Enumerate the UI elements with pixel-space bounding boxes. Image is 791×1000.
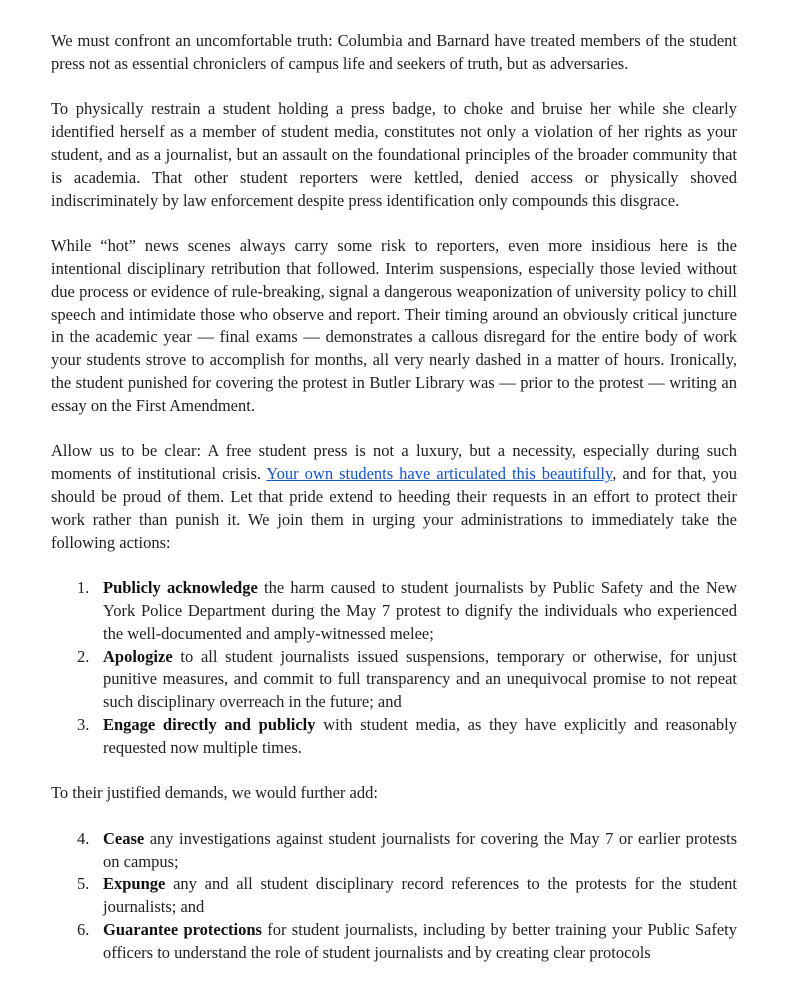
list-item-bold: Engage directly and publicly bbox=[103, 714, 316, 734]
list-item-text: with student media, as they have explicitly and reasonably requested now multiple times. bbox=[103, 714, 737, 757]
demands-list-2 bbox=[51, 828, 737, 965]
list-item-text: the harm caused to student journalists by Public Safety and the New York Police Department during the May 7 protest to dignify the individuals who experienced the well-documented and amply-witnessed melee; bbox=[103, 578, 737, 643]
paragraph-3: While “hot” news scenes always carry some risk to reporters, even more insidious here is the intentional disciplinary retribution that followed. Interim suspensions, especially those levied without due process or evidence of rule-breaking, signal a dangerous weaponization of university policy to chill speech and intimidate those who observe and report. Their timing around an obviously critical juncture in the academic year — final exams — demonstrates a callous disregard for the entire body of work your students strove to accomplish for months, all very nearly dashed in a matter of hours. Ironically, the student punished for covering the protest in Butler Library was — prior to the protest — writing an essay on the First Amendment. bbox=[51, 236, 737, 415]
document-body bbox=[51, 30, 737, 987]
list-item-number: 1. bbox=[77, 578, 90, 598]
list-item-number: 2. bbox=[77, 646, 90, 666]
list-item bbox=[51, 714, 737, 760]
list-item-bold: Cease bbox=[103, 828, 145, 848]
list-item-bold: Apologize bbox=[103, 646, 173, 666]
list-item-bold: Guarantee protections bbox=[103, 920, 262, 940]
list-item-text: any investigations against student journalists for covering the May 7 or earlier protests on campus; bbox=[103, 828, 737, 871]
list-item bbox=[51, 646, 737, 714]
paragraph-4 bbox=[51, 440, 737, 554]
paragraph-5: To their justified demands, we would further add: bbox=[51, 783, 378, 803]
list-item-number: 6. bbox=[77, 920, 90, 940]
list-item-bold: Expunge bbox=[103, 874, 166, 894]
paragraph-4-text-before: Allow us to be clear: A free student press is not a luxury, but a necessity, especially during such moments of institutional crisis. bbox=[51, 441, 737, 484]
list-item bbox=[51, 828, 737, 874]
list-item bbox=[51, 577, 737, 645]
paragraph-1: We must confront an uncomfortable truth: Columbia and Barnard have treated members of the student press not as essential chroniclers of campus life and seekers of truth, but as adversaries. bbox=[51, 31, 737, 73]
list-item-text: for student journalists, including by better training your Public Safety officers to understand the role of student journalists and by creating clear protocols bbox=[103, 920, 737, 962]
paragraph-2: To physically restrain a student holding a press badge, to choke and bruise her while she clearly identified herself as a member of student media, constitutes not only a violation of her rights as your student, and as a journalist, but an assault on the foundational principles of the broader community that is academia. That other student reporters were kettled, denied access or physically shoved indiscriminately by law enforcement despite press identification only compounds this disgrace. bbox=[51, 99, 737, 210]
list-item-number: 4. bbox=[77, 828, 90, 848]
list-item-text: any and all student disciplinary record references to the protests for the student journalists; and bbox=[103, 874, 737, 917]
list-item bbox=[51, 919, 737, 965]
paragraph-4-text-after: , and for that, you should be proud of them. Let that pride extend to heeding their requests in an effort to protect their work rather than punish it. We join them in urging your administrations to immediately take the following actions: bbox=[51, 464, 738, 552]
list-item-number: 3. bbox=[77, 714, 90, 734]
student-articulation-link[interactable]: Your own students have articulated this beautifully bbox=[266, 464, 613, 484]
list-item bbox=[51, 873, 737, 919]
list-item-number: 5. bbox=[77, 874, 90, 894]
list-item-text: to all student journalists issued suspensions, temporary or otherwise, for unjust punitive measures, and commit to full transparency and an unequivocal promise to not repeat such disciplinary overreach in the future; and bbox=[103, 646, 737, 712]
demands-list-1 bbox=[51, 577, 737, 759]
list-item-bold: Publicly acknowledge bbox=[103, 578, 258, 598]
